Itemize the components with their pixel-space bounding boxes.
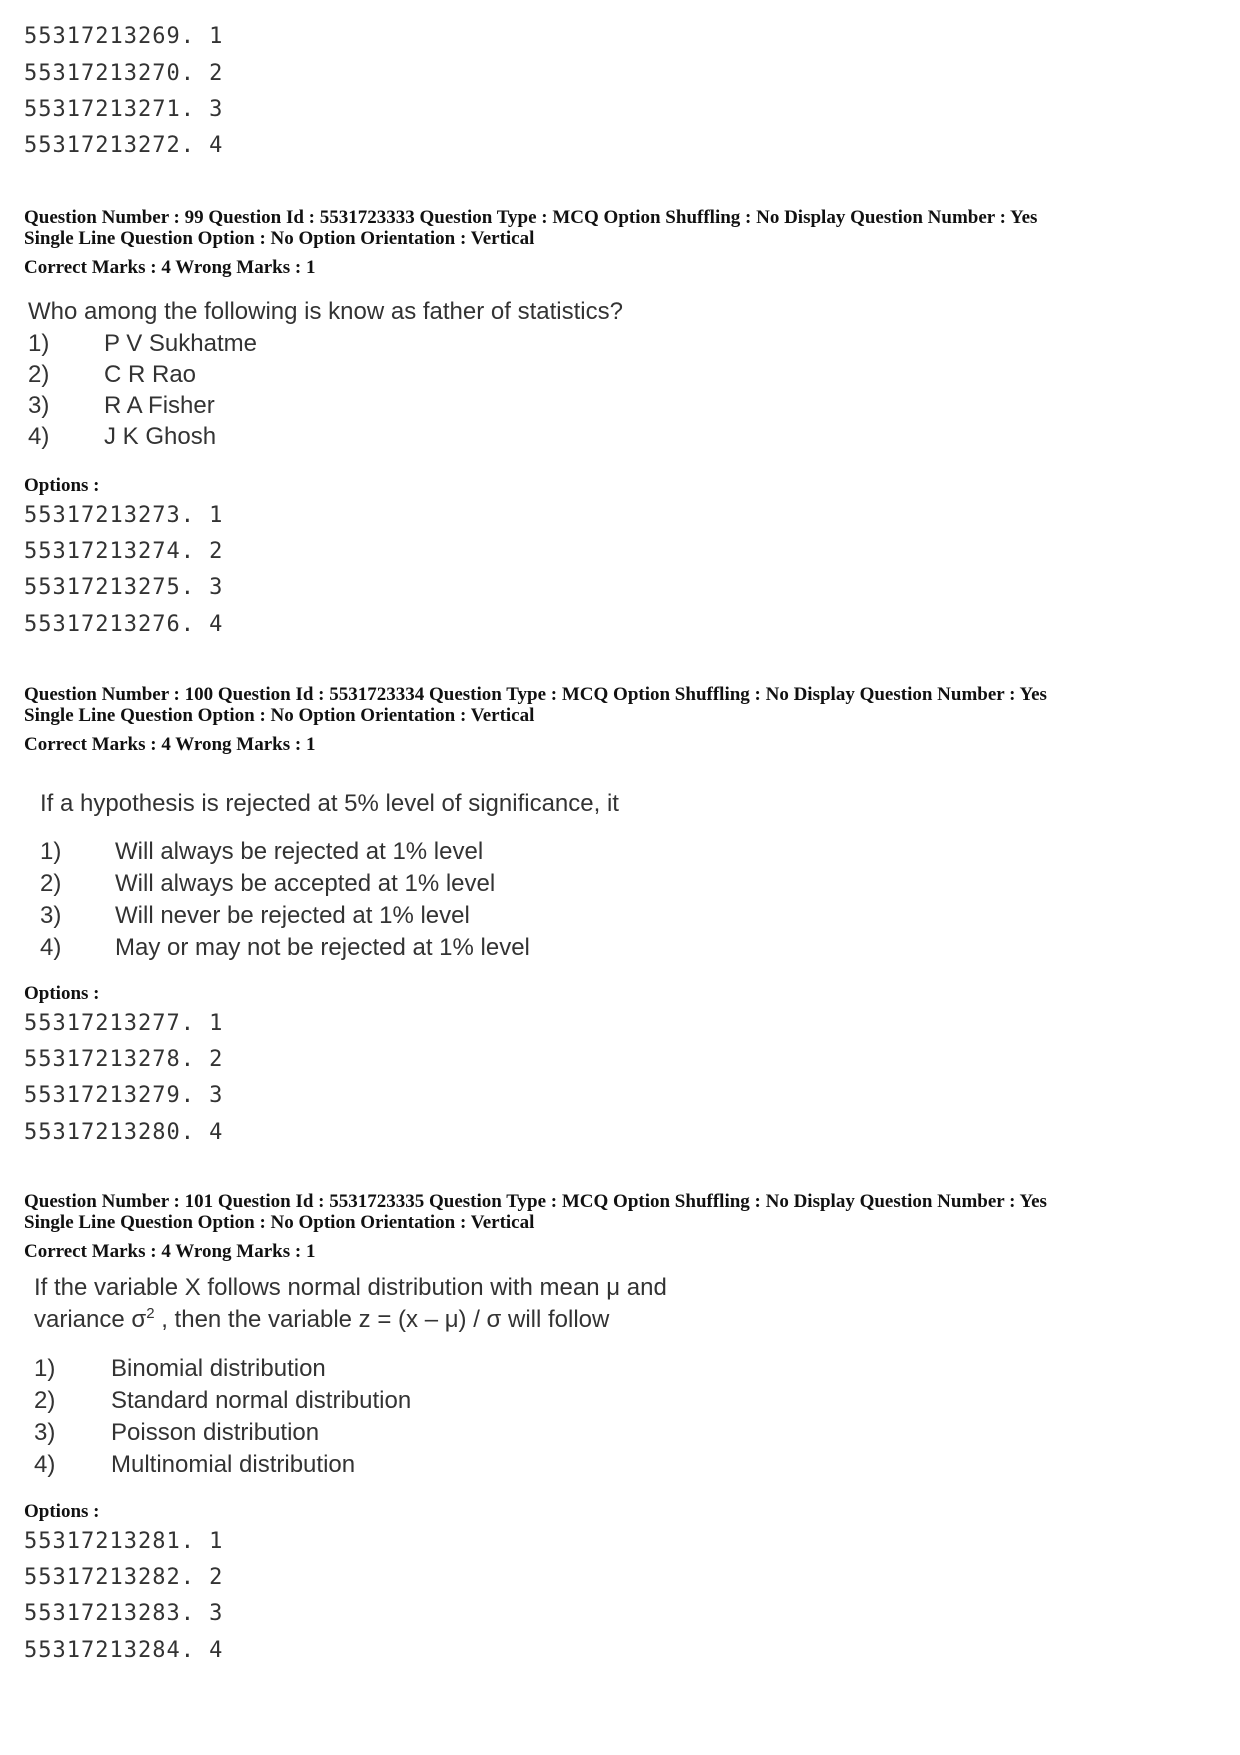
choice-text: Binomial distribution <box>111 1355 326 1382</box>
options-label: Options : <box>24 983 100 1004</box>
option-line: 55317213280. 4 <box>24 1120 224 1145</box>
choice-number: 1) <box>28 330 50 357</box>
option-line: 55317213275. 3 <box>24 575 224 600</box>
choice-text: Poisson distribution <box>111 1419 320 1446</box>
options-label: Options : <box>24 1501 100 1522</box>
option-line: 55317213271. 3 <box>24 97 224 122</box>
option-line: 55317213279. 3 <box>24 1083 224 1108</box>
choice-number: 4) <box>40 934 62 961</box>
choice-text: Multinomial distribution <box>111 1451 356 1478</box>
question-stem-line2: variance $\sigma^2$ , then the variable z = (x – μ) / σ will follow <box>34 1305 610 1333</box>
choice-text: J K Ghosh <box>104 423 217 450</box>
options-label: Options : <box>24 475 100 496</box>
question-stem: Who among the following is know as father of statistics? <box>28 298 623 325</box>
choice-text: R A Fisher <box>104 392 215 419</box>
question-meta-line2: Single Line Question Option : No Option Orientation : Vertical <box>24 1212 535 1233</box>
option-line: 55317213269. 1 <box>24 24 224 49</box>
option-line: 55317213276. 4 <box>24 612 224 637</box>
question-stem-line1: If the variable X follows normal distribution with mean μ and <box>34 1274 667 1301</box>
option-line: 55317213282. 2 <box>24 1565 224 1590</box>
question-meta-line2: Single Line Question Option : No Option Orientation : Vertical <box>24 705 535 726</box>
question-meta-line1: Question Number : 101 Question Id : 5531723335 Question Type : MCQ Option Shuffling : No Display Question Number : Yes <box>24 1191 1047 1212</box>
question-marks: Correct Marks : 4 Wrong Marks : 1 <box>24 257 316 278</box>
question-stem: If a hypothesis is rejected at 5% level of significance, it <box>40 790 619 817</box>
choice-number: 2) <box>40 870 62 897</box>
choice-text: Will always be rejected at 1% level <box>115 838 484 865</box>
choice-number: 1) <box>34 1355 56 1382</box>
choice-number: 4) <box>28 423 50 450</box>
choice-text: C R Rao <box>104 361 197 388</box>
question-marks: Correct Marks : 4 Wrong Marks : 1 <box>24 734 316 755</box>
choice-text: P V Sukhatme <box>104 330 257 357</box>
option-line: 55317213273. 1 <box>24 503 224 528</box>
option-line: 55317213283. 3 <box>24 1601 224 1626</box>
option-line: 55317213278. 2 <box>24 1047 224 1072</box>
option-line: 55317213270. 2 <box>24 61 224 86</box>
choice-number: 4) <box>34 1451 56 1478</box>
choice-text: Will always be accepted at 1% level <box>115 870 496 897</box>
choice-number: 2) <box>34 1387 56 1414</box>
question-meta-line1: Question Number : 100 Question Id : 5531723334 Question Type : MCQ Option Shuffling : No Display Question Number : Yes <box>24 684 1047 705</box>
choice-number: 1) <box>40 838 62 865</box>
question-meta-line1: Question Number : 99 Question Id : 5531723333 Question Type : MCQ Option Shuffling : No Display Question Number : Yes <box>24 207 1038 228</box>
option-line: 55317213284. 4 <box>24 1638 224 1663</box>
choice-number: 3) <box>28 392 50 419</box>
choice-text: May or may not be rejected at 1% level <box>115 934 530 961</box>
option-line: 55317213274. 2 <box>24 539 224 564</box>
option-line: 55317213272. 4 <box>24 133 224 158</box>
choice-number: 3) <box>34 1419 56 1446</box>
option-line: 55317213277. 1 <box>24 1011 224 1036</box>
question-marks: Correct Marks : 4 Wrong Marks : 1 <box>24 1241 316 1262</box>
question-meta-line2: Single Line Question Option : No Option Orientation : Vertical <box>24 228 535 249</box>
choice-number: 3) <box>40 902 62 929</box>
choice-number: 2) <box>28 361 50 388</box>
choice-text: Will never be rejected at 1% level <box>115 902 470 929</box>
choice-text: Standard normal distribution <box>111 1387 412 1414</box>
option-line: 55317213281. 1 <box>24 1529 224 1554</box>
